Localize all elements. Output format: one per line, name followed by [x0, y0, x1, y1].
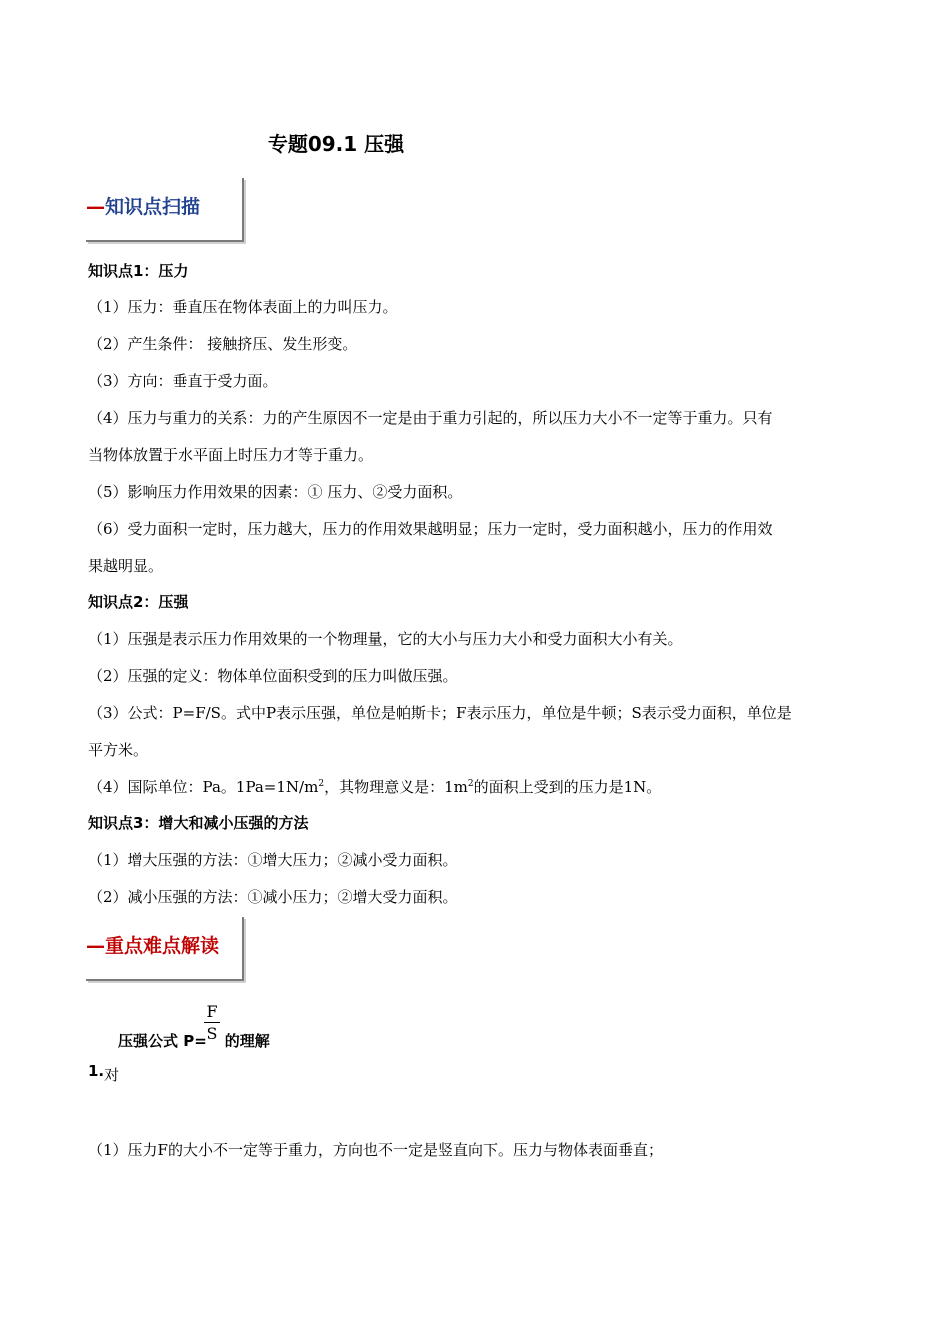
unit-text-a: （4）国际单位：Pa。1Pa=1N/m [88, 778, 319, 796]
knowledge-point-1-heading: 知识点1：压力 [88, 262, 189, 280]
banner-text [86, 192, 200, 219]
knowledge-point-3-heading: 知识点3：增大和减小压强的方法 [88, 814, 309, 832]
paragraph-line: （1）压力F的大小不一定等于重力，方向也不一定是竖直向下。压力与物体表面垂直； [88, 1141, 663, 1159]
paragraph-line: （2）减小压强的方法：①减小压力；②增大受力面积。 [88, 888, 458, 906]
page-title: 专题09.1 压强 [267, 132, 405, 156]
point-1-heading [88, 1064, 119, 1085]
knowledge-point-2-heading: 知识点2：压强 [88, 593, 189, 611]
section-banner-key-points [86, 917, 244, 981]
paragraph-line: （2）压强的定义：物体单位面积受到的压力叫做压强。 [88, 667, 458, 685]
paragraph-line: （5）影响压力作用效果的因素：① 压力、②受力面积。 [88, 483, 463, 501]
paragraph-line: （1）压强是表示压力作用效果的一个物理量，它的大小与压力大小和受力面积大小有关。 [88, 630, 683, 648]
paragraph-line: 当物体放置于水平面上时压力才等于重力。 [88, 446, 374, 464]
fraction-numerator: F [204, 1002, 220, 1023]
formula-fraction [204, 1002, 220, 1045]
paragraph-line: 果越明显。 [88, 557, 164, 575]
unit-text-c: 的面积上受到的压力是1N。 [473, 778, 662, 796]
banner-text [86, 931, 219, 958]
paragraph-line: （3）方向：垂直于受力面。 [88, 372, 278, 390]
banner-label: 重点难点解读 [105, 935, 220, 957]
formula-prefix: 压强公式 P= [118, 1032, 207, 1050]
paragraph-line: （3）公式：P=F/S。式中P表示压强，单位是帕斯卡；F表示压力，单位是牛顿；S表示受力面积，单位是 [88, 704, 792, 722]
paragraph-line: （1）增大压强的方法：①增大压力；②减小受力面积。 [88, 851, 458, 869]
point-text: 对 [104, 1066, 120, 1084]
formula-suffix: 的理解 [224, 1032, 270, 1050]
banner-dash: — [86, 196, 105, 218]
point-number: 1. [88, 1062, 105, 1080]
paragraph-line: （6）受力面积一定时，压力越大，压力的作用效果越明显；压力一定时，受力面积越小，压力的作用效 [88, 520, 773, 538]
paragraph-line: （4）压力与重力的关系：力的产生原因不一定是由于重力引起的，所以压力大小不一定等于重力。只有 [88, 409, 773, 427]
superscript: 2 [318, 779, 325, 789]
paragraph-line: （1）压力：垂直压在物体表面上的力叫压力。 [88, 298, 398, 316]
fraction-denominator: S [206, 1024, 218, 1043]
unit-definition-line [88, 776, 661, 797]
formula-heading [118, 1030, 270, 1051]
superscript: 2 [467, 779, 474, 789]
section-banner-knowledge-scan [86, 178, 244, 242]
unit-text-b: ，其物理意义是：1m [324, 778, 468, 796]
banner-label: 知识点扫描 [105, 196, 201, 218]
paragraph-line: 平方米。 [88, 741, 149, 759]
paragraph-line: （2）产生条件： 接触挤压、发生形变。 [88, 335, 358, 353]
banner-dash: — [86, 935, 105, 957]
